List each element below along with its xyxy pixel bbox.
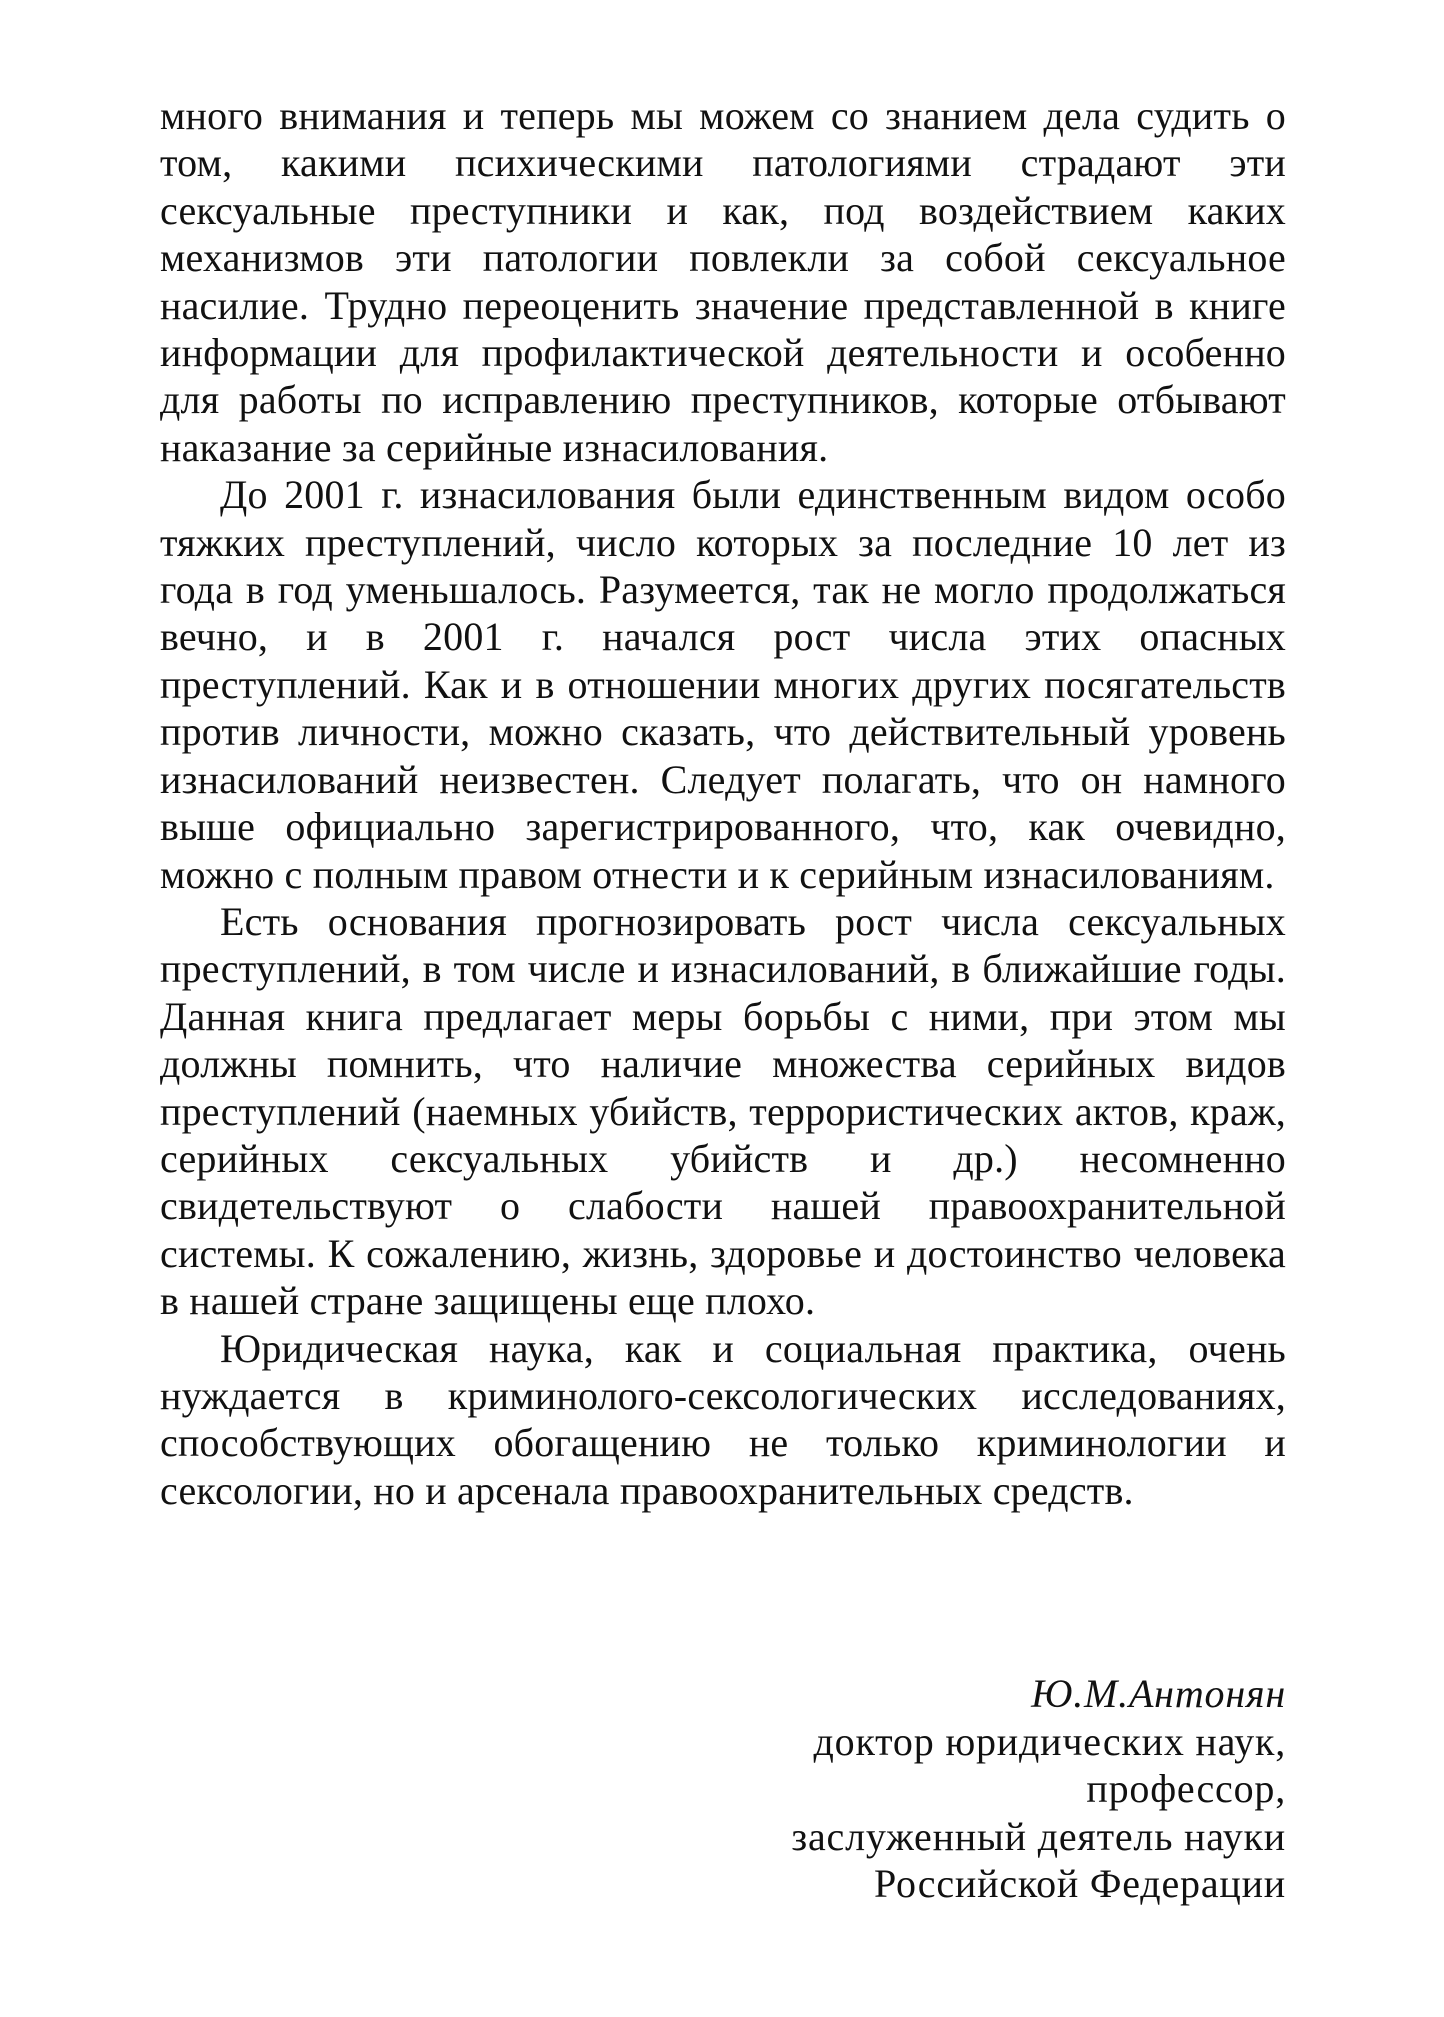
author-title-country: Российской Федерации <box>873 1861 1286 1906</box>
paragraph-4: Юридическая наука, как и социальная практика, очень нуждается в криминолого-сексологических исследованиях, способствующих обогащению не только криминологии и сексологии, но и арсенала правоохранительных средств. <box>160 1325 1286 1513</box>
paragraph-1: много внимания и теперь мы можем со знанием дела судить о том, какими психическими патологиями страдают эти сексуальные преступники и как, под воздействием каких механизмов эти патологии повлекли за собой сексуальное насилие. Трудно переоценить значение представленной в книге информации для профилактической деятельности и особенно для работы по исправлению преступников, которые отбывают наказание за серийные изнасилования. <box>160 93 1286 470</box>
author-title-degree: доктор юридических наук, <box>813 1718 1286 1764</box>
author-title-honored: заслуженный деятель науки <box>791 1813 1286 1859</box>
author-signature-block <box>586 1670 1286 1908</box>
author-title-professor: профессор, <box>1086 1766 1286 1811</box>
paragraph-3: Есть основания прогнозировать рост числа сексуальных преступлений, в том числе и изнасилований, в ближайшие годы. Данная книга предлагает меры борьбы с ними, при этом мы должны помнить, что наличие множества серийных видов преступлений (наемных убийств, террористических актов, краж, серийных сексуальных убийств и др.) несомненно свидетельствуют о слабости нашей правоохранительной системы. К сожалению, жизнь, здоровье и достоинство человека в нашей стране защищены еще плохо. <box>160 898 1286 1324</box>
paragraph-2: До 2001 г. изнасилования были единственным видом особо тяжких преступлений, число которых за последние 10 лет из года в год уменьшалось. Разумеется, так не могло продолжаться вечно, и в 2001 г. начался рост числа этих опасных преступлений. Как и в отношении многих других посягательств против личности, можно сказать, что действительный уровень изнасилований неизвестен. Следует полагать, что он намного выше официально зарегистрированного, что, как очевидно, можно с полным правом отнести и к серийным изнасилованиям. <box>160 472 1286 897</box>
body-text <box>160 92 1286 1514</box>
author-name: Ю.М.Антонян <box>1031 1671 1286 1716</box>
